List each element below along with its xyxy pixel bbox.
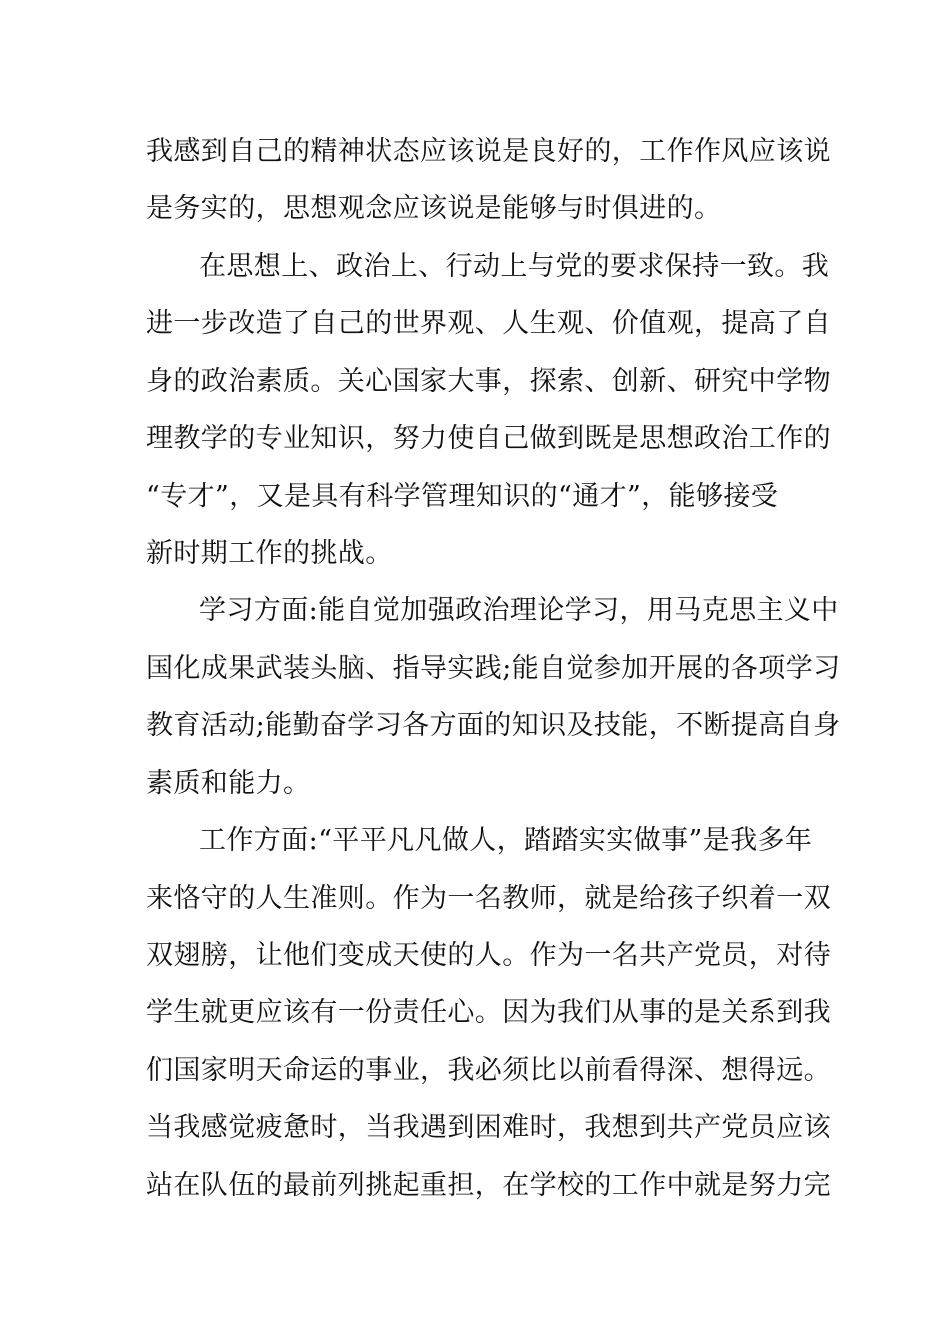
text-line: 学生就更应该有一份责任心。因为我们从事的是关系到我 <box>146 997 831 1028</box>
text-line: 来恪守的人生准则。作为一名教师，就是给孩子织着一双 <box>146 883 831 914</box>
text-line: 新时期工作的挑战。 <box>146 538 393 569</box>
text-line: 进一步改造了自己的世界观、人生观、价值观，提高了自 <box>146 308 831 339</box>
text-line: 理教学的专业知识，努力使自己做到既是思想政治工作的 <box>146 423 831 454</box>
text-line: 教育活动;能勤奋学习各方面的知识及技能，不断提高自身 <box>146 710 841 741</box>
text-line: 当我感觉疲惫时，当我遇到困难时，我想到共产党员应该 <box>146 1112 831 1143</box>
text-line: 国化成果武装头脑、指导实践;能自觉参加开展的各项学习 <box>146 653 841 684</box>
text-line: 身的政治素质。关心国家大事，探索、创新、研究中学物 <box>146 366 831 397</box>
paragraph-first-line: 学习方面:能自觉加强政治理论学习，用马克思主义中 <box>199 595 839 626</box>
text-line: 站在队伍的最前列挑起重担，在学校的工作中就是努力完 <box>146 1170 831 1201</box>
paragraph-first-line: 工作方面:“平平凡凡做人，踏踏实实做事”是我多年 <box>199 825 813 856</box>
text-line: “专才”，又是具有科学管理知识的“通才”，能够接受 <box>146 481 779 512</box>
text-line: 我感到自己的精神状态应该说是良好的，工作作风应该说 <box>146 136 831 167</box>
text-line: 素质和能力。 <box>146 768 311 799</box>
text-line: 们国家明天命运的事业，我必须比以前看得深、想得远。 <box>146 1055 831 1086</box>
paragraph-first-line: 在思想上、政治上、行动上与党的要求保持一致。我 <box>199 251 830 282</box>
text-line: 是务实的，思想观念应该说是能够与时俱进的。 <box>146 193 722 224</box>
text-line: 双翅膀，让他们变成天使的人。作为一名共产党员，对待 <box>146 940 831 971</box>
